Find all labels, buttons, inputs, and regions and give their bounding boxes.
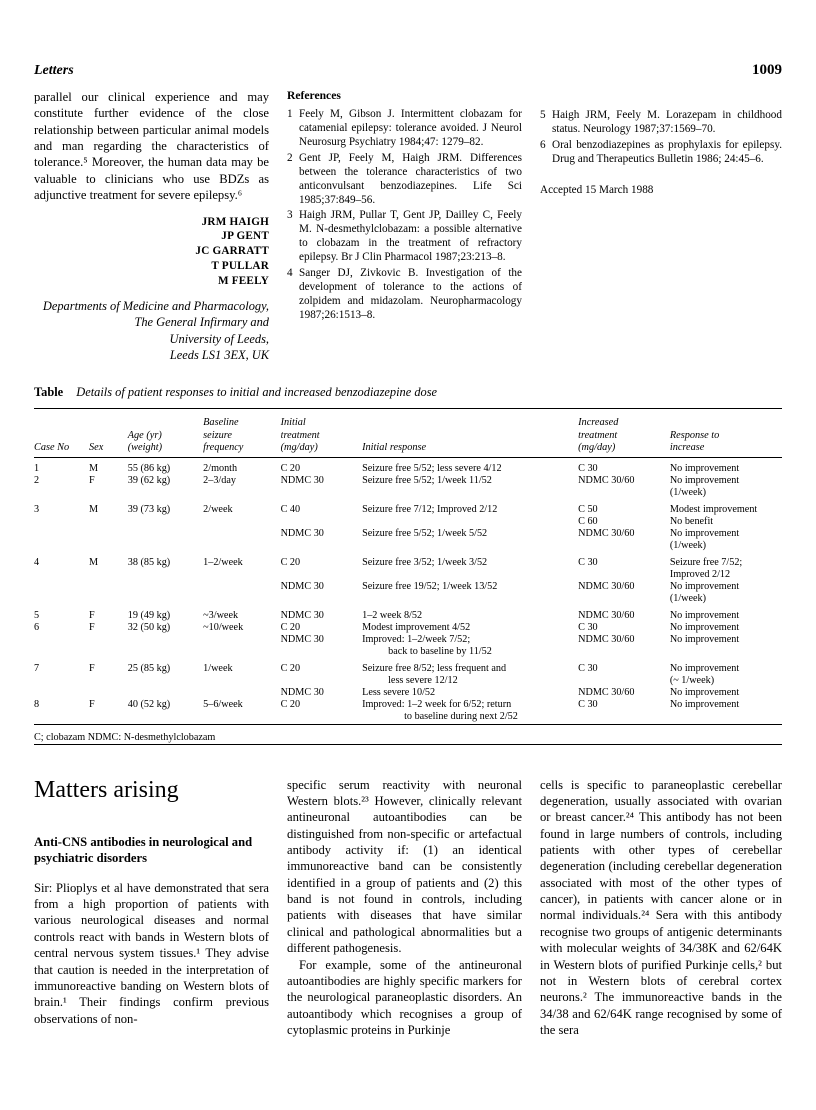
- cell-initial-treatment: NDMC 30: [280, 634, 324, 646]
- cell-increased-treatment: NDMC 30/60: [578, 687, 635, 699]
- cell-initial-response: Improved: 1–2/week 7/52;: [362, 634, 471, 646]
- cell-baseline-frequency: 1–2/week: [203, 557, 243, 569]
- col-head-line: Initial response: [362, 441, 427, 453]
- cell-case-no: 3: [34, 503, 40, 515]
- table-row: [34, 557, 782, 569]
- cell-baseline-frequency: 1/week: [203, 663, 233, 675]
- cell-initial-response: less severe 12/12: [388, 675, 458, 687]
- cell-initial-response: Seizure free 5/52; less severe 4/12: [362, 462, 502, 474]
- paragraph: specific serum reactivity with neuronal Western blots.²³ However, clinically relevant antineuronal autoantibodies can be distinguished from non-specific or artefactual antibody activity if: (1) an identical immunoreactive band can be consistently identified in a group of patients and (2) this band is not found in controls, including patients with diseases that have similar clinical and pathological abnormalities but a different pathogenesis.: [287, 777, 522, 956]
- cell-initial-response: Modest improvement 4/52: [362, 622, 471, 634]
- cell-response-to-increase: No improvement: [669, 687, 740, 699]
- cell-blank: [281, 646, 363, 658]
- cell-blank: [203, 569, 280, 581]
- cell-blank: [203, 487, 280, 499]
- cell-blank: [89, 569, 128, 581]
- reference-number: 3: [287, 209, 293, 221]
- cell-increased-treatment: NDMC 30/60: [578, 634, 635, 646]
- reference-number: 2: [287, 151, 293, 164]
- reference-item: [287, 151, 522, 207]
- cell-sex: M: [89, 503, 99, 515]
- cell-blank: [34, 540, 89, 552]
- cell-blank: [34, 581, 89, 593]
- cell-sex: F: [89, 622, 95, 634]
- table-body: [34, 463, 782, 747]
- cell-sex: F: [89, 699, 95, 711]
- col-head-line: treatment: [280, 429, 320, 441]
- references-column-2: [540, 89, 782, 363]
- cell-response-to-increase: Seizure free 7/52;: [669, 557, 743, 569]
- cell-initial-response: to baseline during next 2/52: [404, 711, 518, 723]
- col-head-line: Baseline: [203, 417, 239, 429]
- cell-case-no: 1: [34, 462, 40, 474]
- cell-initial-response: back to baseline by 11/52: [388, 646, 492, 658]
- table-row-cont: [34, 634, 782, 646]
- cell-response-to-increase: No improvement: [669, 462, 740, 474]
- col-head-line: Increased: [578, 417, 619, 429]
- page-content: [34, 62, 782, 1038]
- cell-response-to-increase: No improvement: [669, 699, 740, 711]
- cell-blank: [128, 528, 203, 540]
- cell-baseline-frequency: 2/month: [203, 462, 238, 474]
- cell-blank: [578, 711, 670, 724]
- cell-blank: [281, 487, 363, 499]
- cell-initial-treatment: NDMC 30: [280, 687, 324, 699]
- col-head-line: Sex: [89, 441, 104, 453]
- cell-blank: [128, 593, 203, 605]
- running-head: [34, 62, 782, 79]
- reference-item: [540, 108, 782, 136]
- cell-blank: [281, 540, 363, 552]
- reference-item: [287, 107, 522, 149]
- cell-baseline-frequency: 5–6/week: [203, 699, 243, 711]
- cell-response-to-increase: No improvement: [669, 663, 740, 675]
- cell-blank: [578, 540, 670, 552]
- cell-blank: [34, 487, 89, 499]
- col-head-sex: [89, 417, 128, 457]
- cell-baseline-frequency: ~3/week: [203, 610, 239, 622]
- reference-text: Oral benzodiazepines as prophylaxis for epilepsy. Drug and Therapeutics Bulletin 1986; 24:45–6.: [552, 138, 782, 165]
- cell-blank: [89, 581, 128, 593]
- cell-blank: [34, 646, 89, 658]
- table-row-cont: [34, 646, 782, 658]
- cell-blank: [34, 675, 89, 687]
- cell-case-no: 5: [34, 610, 40, 622]
- cell-initial-response: Seizure free 5/52; 1/week 5/52: [362, 528, 488, 540]
- matters-arising-section: [34, 777, 782, 1039]
- table-row-cont: [34, 593, 782, 605]
- cell-sex: F: [89, 663, 95, 675]
- cell-initial-response: Seizure free 19/52; 1/week 13/52: [362, 581, 498, 593]
- table-row: [34, 610, 782, 622]
- cell-initial-treatment: C 20: [280, 557, 301, 569]
- cell-age: 39 (73 kg): [127, 503, 171, 515]
- cell-blank: [128, 569, 203, 581]
- reference-list: [287, 107, 522, 322]
- letter-column: [34, 89, 287, 363]
- cell-blank: [34, 687, 89, 699]
- cell-blank: [203, 516, 280, 528]
- cell-blank: [578, 487, 670, 499]
- cell-case-no: 8: [34, 699, 40, 711]
- cell-response-to-increase: No benefit: [669, 516, 714, 528]
- col-head-line: (weight): [127, 441, 163, 453]
- cell-blank: [281, 593, 363, 605]
- cell-blank: [89, 593, 128, 605]
- accepted-date: Accepted 15 March 1988: [540, 183, 654, 196]
- cell-age: 55 (86 kg): [127, 462, 171, 474]
- table-closing-rule: [34, 744, 782, 747]
- matters-column-1: [34, 777, 287, 1039]
- cell-blank: [89, 687, 128, 699]
- author-name: JP GENT: [221, 230, 269, 243]
- col-head-line: frequency: [203, 441, 244, 453]
- cell-initial-treatment: C 20: [280, 699, 301, 711]
- matters-arising-title: Matters arising: [34, 776, 179, 803]
- cell-blank: [281, 516, 363, 528]
- author-affiliation: [34, 298, 269, 364]
- reference-text: Haigh JRM, Feely M. Lorazepam in childhood status. Neurology 1987;37:1569–70.: [552, 109, 782, 135]
- cell-blank: [362, 569, 578, 581]
- author-name: JRM HAIGH: [201, 215, 269, 228]
- cell-blank: [89, 711, 128, 724]
- cell-blank: [578, 646, 670, 658]
- cell-increased-treatment: C 30: [578, 462, 598, 474]
- rule-spacer: [34, 744, 782, 747]
- cell-initial-treatment: C 20: [280, 622, 301, 634]
- cell-blank: [128, 581, 203, 593]
- cell-sex: M: [89, 462, 99, 474]
- col-head-increased-treatment: [578, 417, 670, 457]
- cell-blank: [578, 675, 670, 687]
- cell-blank: [203, 646, 280, 658]
- table-caption: [34, 385, 782, 400]
- cell-blank: [203, 687, 280, 699]
- cell-blank: [89, 540, 128, 552]
- cell-case-no: 4: [34, 557, 40, 569]
- author-name: T PULLAR: [211, 260, 269, 273]
- col-head-response-to-increase: [670, 417, 782, 457]
- cell-blank: [362, 487, 578, 499]
- table-row-cont: [34, 540, 782, 552]
- cell-sex: M: [89, 557, 99, 569]
- col-head-baseline-frequency: [203, 417, 280, 457]
- cell-blank: [128, 516, 203, 528]
- cell-case-no: 7: [34, 663, 40, 675]
- cell-response-to-increase: No improvement: [669, 610, 740, 622]
- table-row: [34, 475, 782, 487]
- table-row-cont: [34, 687, 782, 699]
- cell-increased-treatment: C 60: [578, 516, 598, 528]
- cell-increased-treatment: C 50: [578, 503, 598, 515]
- cell-increased-treatment: NDMC 30/60: [578, 581, 635, 593]
- cell-initial-response: Seizure free 5/52; 1/week 11/52: [362, 474, 492, 486]
- cell-blank: [128, 687, 203, 699]
- cell-blank: [89, 487, 128, 499]
- cell-initial-treatment: NDMC 30: [280, 528, 324, 540]
- cell-blank: [34, 711, 89, 724]
- cell-age: 25 (85 kg): [127, 663, 171, 675]
- cell-baseline-frequency: 2–3/day: [203, 474, 236, 486]
- table-row-cont: [34, 487, 782, 499]
- cell-response-to-increase: Modest improvement: [669, 503, 758, 515]
- cell-increased-treatment: C 30: [578, 557, 598, 569]
- table-row: [34, 463, 782, 475]
- letter-paragraph: parallel our clinical experience and may constitute further evidence of the close relationship between particular animal models and man regarding the characteristics of tolerance.⁵ Moreover, the human data may be valuable to clinicians who use BDZs as adjunctive treatment for severe epilepsy.⁶: [34, 90, 269, 203]
- cell-blank: [89, 675, 128, 687]
- cell-increased-treatment: NDMC 30/60: [578, 528, 635, 540]
- cell-blank: [362, 593, 578, 605]
- cell-blank: [203, 540, 280, 552]
- cell-blank: [362, 540, 578, 552]
- cell-initial-treatment: NDMC 30: [280, 610, 324, 622]
- cell-blank: [203, 675, 280, 687]
- matters-column-3: [540, 777, 782, 1039]
- cell-response-to-increase: No improvement: [669, 622, 740, 634]
- rule-spacer: [34, 409, 782, 418]
- cell-baseline-frequency: ~10/week: [203, 622, 244, 634]
- col-head-line: Response to: [669, 429, 720, 441]
- reference-text: Gent JP, Feely M, Haigh JRM. Differences between the tolerance characteristics of two anticonvulsant benzodiazepines. Life Sci 1985;37:849–56.: [299, 151, 522, 206]
- cell-response-to-increase: No improvement: [669, 634, 740, 646]
- cell-response-to-increase: (1/week): [669, 486, 707, 498]
- cell-baseline-frequency: 2/week: [203, 503, 233, 515]
- col-head-line: Case No: [34, 441, 70, 453]
- reference-item: [540, 138, 782, 166]
- cell-blank: [203, 711, 280, 724]
- reference-text: Sanger DJ, Zivkovic B. Investigation of the development of tolerance to the actions of zolpidem and midazolam. Neuropharmacology 1987;26:1513–8.: [299, 266, 522, 321]
- cell-blank: [128, 487, 203, 499]
- reference-item: [287, 266, 522, 322]
- cell-age: 40 (52 kg): [127, 699, 171, 711]
- table-block: [34, 385, 782, 746]
- cell-blank: [203, 581, 280, 593]
- table-row-cont: [34, 569, 782, 581]
- reference-number: 1: [287, 108, 293, 120]
- col-head-case-no: [34, 417, 89, 457]
- cell-blank: [34, 593, 89, 605]
- reference-item: [287, 208, 522, 264]
- col-head-line: (mg/day): [578, 441, 616, 453]
- cell-increased-treatment: C 30: [578, 663, 598, 675]
- cell-blank: [34, 569, 89, 581]
- author-signatures: [34, 215, 269, 289]
- col-head-age: [128, 417, 203, 457]
- table-row: [34, 699, 782, 711]
- cell-blank: [203, 528, 280, 540]
- cell-sex: F: [89, 610, 95, 622]
- cell-initial-response: Seizure free 3/52; 1/week 3/52: [362, 557, 488, 569]
- cell-initial-treatment: NDMC 30: [280, 581, 324, 593]
- cell-blank: [128, 675, 203, 687]
- patient-response-table: [34, 408, 782, 746]
- cell-blank: [670, 646, 782, 658]
- col-head-line: Age (yr): [127, 429, 162, 441]
- references-heading: References: [287, 89, 341, 102]
- col-head-line: seizure: [203, 429, 232, 441]
- col-head-line: treatment: [578, 429, 618, 441]
- cell-response-to-increase: (~ 1/week): [669, 675, 715, 687]
- cell-age: 19 (49 kg): [127, 610, 171, 622]
- paragraph: Sir: Plioplys et al have demonstrated that sera from a high proportion of patients with various neurological diseases and normal controls react with bands in Western blots of central nervous system tissues.¹ They advise that caution is needed in the interpretation of immunoreactive banding on Western blots of brain.¹ Their findings confirm previous observations of non-: [34, 880, 269, 1026]
- cell-blank: [128, 540, 203, 552]
- cell-blank: [362, 516, 578, 528]
- cell-blank: [128, 646, 203, 658]
- table-header-row: [34, 417, 782, 457]
- reference-number: 5: [540, 109, 546, 121]
- affiliation-line: The General Infirmary and: [134, 315, 269, 330]
- cell-initial-treatment: C 20: [280, 663, 301, 675]
- cell-response-to-increase: (1/week): [669, 593, 707, 605]
- cell-blank: [281, 569, 363, 581]
- cell-response-to-increase: Improved 2/12: [669, 569, 731, 581]
- cell-blank: [578, 593, 670, 605]
- affiliation-line: University of Leeds,: [169, 331, 269, 346]
- col-head-initial-treatment: [281, 417, 363, 457]
- cell-response-to-increase: No improvement: [669, 528, 740, 540]
- cell-blank: [89, 646, 128, 658]
- cell-blank: [128, 711, 203, 724]
- top-columns: [34, 89, 782, 363]
- cell-initial-response: Less severe 10/52: [362, 687, 436, 699]
- affiliation-line: Leeds LS1 3EX, UK: [169, 348, 269, 363]
- cell-increased-treatment: C 30: [578, 622, 598, 634]
- cell-increased-treatment: C 30: [578, 699, 598, 711]
- cell-increased-treatment: NDMC 30/60: [578, 474, 635, 486]
- table-footnote: C; clobazam NDMC: N-desmethylclobazam: [34, 731, 216, 743]
- cell-blank: [203, 593, 280, 605]
- cell-increased-treatment: NDMC 30/60: [578, 610, 635, 622]
- article-body-col3: [540, 777, 782, 1039]
- col-head-initial-response: [362, 417, 578, 457]
- author-name: JC GARRATT: [195, 245, 269, 258]
- cell-case-no: 2: [34, 474, 40, 486]
- table-row: [34, 504, 782, 516]
- cell-response-to-increase: No improvement: [669, 581, 740, 593]
- cell-blank: [89, 634, 128, 646]
- col-head-line: (mg/day): [280, 441, 318, 453]
- col-head-line: increase: [669, 441, 705, 453]
- cell-initial-response: Improved: 1–2 week for 6/52; return: [362, 699, 512, 711]
- article-title: Anti-CNS antibodies in neurological and psychiatric disorders: [34, 834, 253, 865]
- cell-blank: [128, 634, 203, 646]
- reference-number: 4: [287, 266, 293, 279]
- cell-age: 32 (50 kg): [127, 622, 171, 634]
- table-row: [34, 622, 782, 634]
- reference-text: Haigh JRM, Pullar T, Gent JP, Dailley C, Feely M. N-desmethylclobazam: a possible alternative to clobazam in the treatment of refractory epilepsy. Br J Clin Pharmacol 1987;23:213–8.: [299, 209, 522, 263]
- article-body-col2: [287, 777, 522, 1039]
- section-label: Letters: [34, 63, 74, 78]
- table-caption-text: Details of patient responses to initial and increased benzodiazepine dose: [76, 385, 438, 400]
- col-head-line: Initial: [280, 417, 306, 429]
- cell-initial-treatment: C 40: [280, 503, 301, 515]
- table-label: Table: [34, 385, 64, 400]
- cell-case-no: 6: [34, 622, 40, 634]
- paragraph: cells is specific to paraneoplastic cerebellar degeneration, usually associated with ovarian or breast cancer.²⁴ This antibody has not been found in large numbers of controls, including patients with other types of cerebellar degeneration (including cerebellar degeneration associated with most of the other types of cancer), in patients with cancer alone or in normal individuals.²⁴ Sera with this antibody recognise two groups of antigenic determinants with molecular weights of 34/38K and 62/64K in Western blots of purified Purkinje cells,² but not in Western blots of cerebral cortex neurons.² The immunoreactive bands in the 34/38 and 62/64K range recognised by some of the sera: [540, 777, 782, 1037]
- cell-response-to-increase: No improvement: [669, 474, 740, 486]
- cell-blank: [281, 675, 363, 687]
- cell-age: 38 (85 kg): [127, 557, 171, 569]
- affiliation-line: Departments of Medicine and Pharmacology,: [42, 298, 269, 313]
- table-row: [34, 663, 782, 675]
- table-row-cont: [34, 528, 782, 540]
- reference-number: 6: [540, 138, 546, 151]
- references-column: [287, 89, 540, 363]
- author-name: M FEELY: [217, 275, 269, 288]
- table-header-rule: [34, 409, 782, 418]
- table-row-cont: [34, 675, 782, 687]
- table-row-cont: [34, 516, 782, 528]
- cell-initial-treatment: C 20: [280, 462, 301, 474]
- cell-blank: [89, 516, 128, 528]
- table-bottom-rule: [34, 724, 782, 744]
- reference-list-continued: [540, 108, 782, 166]
- letter-body: [34, 89, 269, 204]
- table-row-cont: [34, 711, 782, 724]
- cell-blank: [203, 634, 280, 646]
- article-body-col1: [34, 880, 269, 1027]
- cell-response-to-increase: (1/week): [669, 540, 707, 552]
- cell-blank: [34, 528, 89, 540]
- cell-sex: F: [89, 474, 95, 486]
- cell-blank: [578, 569, 670, 581]
- cell-age: 39 (62 kg): [127, 474, 171, 486]
- cell-blank: [89, 528, 128, 540]
- cell-initial-response: 1–2 week 8/52: [362, 610, 423, 622]
- paragraph: For example, some of the antineuronal autoantibodies are highly specific markers for the neurological paraneoplastic disorders. An autoantibody which recognises a group of cytoplasmic proteins in Purkinje: [287, 957, 522, 1037]
- cell-initial-response: Seizure free 8/52; less frequent and: [362, 663, 507, 675]
- cell-initial-treatment: NDMC 30: [280, 474, 324, 486]
- cell-blank: [670, 711, 782, 724]
- cell-blank: [281, 711, 363, 724]
- reference-text: Feely M, Gibson J. Intermittent clobazam for catamenial epilepsy: tolerance avoided. J Neurol Neurosurg Psychiatry 1984;47: 1279–82.: [299, 108, 522, 148]
- cell-initial-response: Seizure free 7/12; Improved 2/12: [362, 503, 498, 515]
- cell-blank: [34, 516, 89, 528]
- cell-blank: [34, 634, 89, 646]
- matters-column-2: [287, 777, 540, 1039]
- page-number: 1009: [752, 62, 782, 78]
- table-row-cont: [34, 581, 782, 593]
